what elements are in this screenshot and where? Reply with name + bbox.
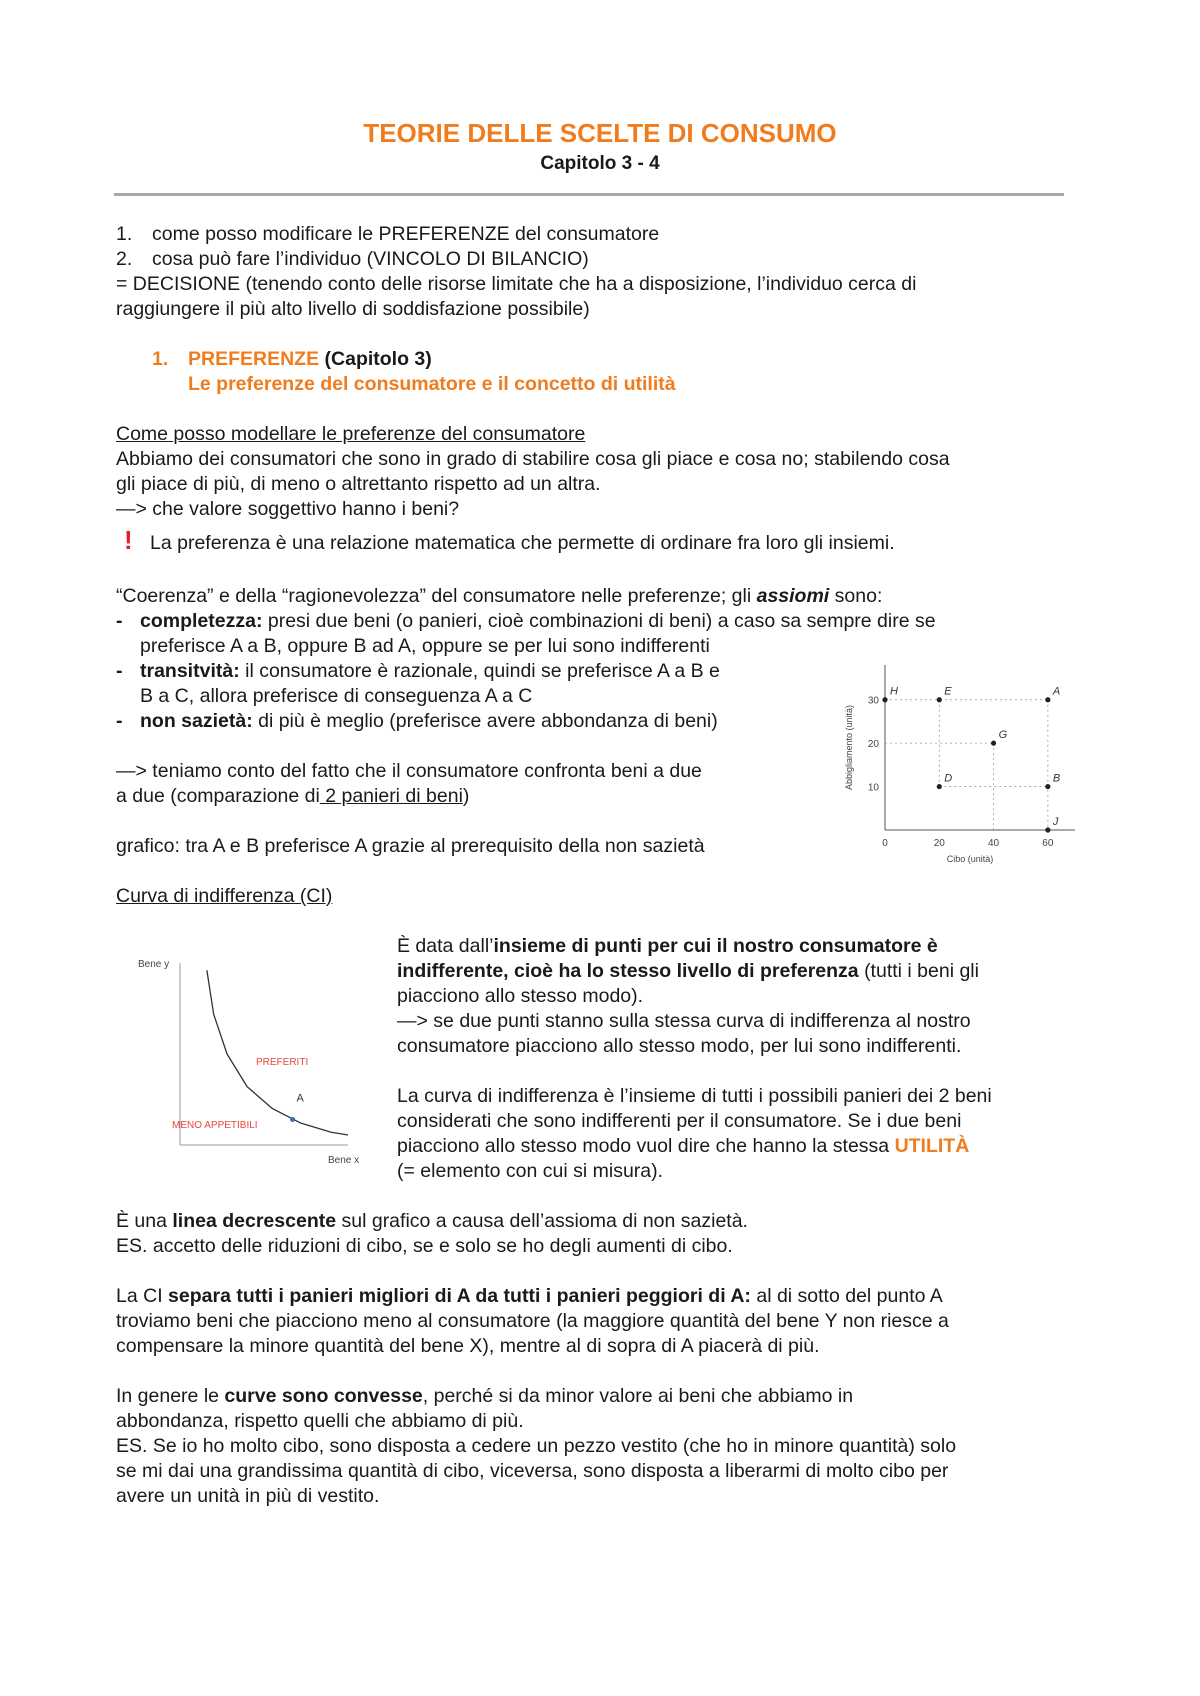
decr-line-2: ES. accetto delle riduzioni di cibo, se e solo se ho degli aumenti di cibo. (116, 1235, 733, 1257)
point-label-h: H (890, 685, 898, 698)
intro-item-2 (116, 247, 589, 272)
bullet: - (116, 660, 123, 682)
list-item-text: cosa può fare l’individuo (VINCOLO DI BILANCIO) (152, 248, 589, 270)
data-point-a (1045, 697, 1050, 702)
decision-line-2: raggiungere il più alto livello di soddisfazione possibile) (116, 298, 590, 320)
data-point-e (937, 697, 942, 702)
decision-line-1: = DECISIONE (tenendo conto delle risorse limitate che ha a disposizione, l’individuo cerca di (116, 273, 917, 295)
bullet: - (116, 610, 123, 632)
header-divider (114, 193, 1064, 196)
sep-line-3: compensare la minore quantità del bene X), mentre al di sopra di A piacerà di più. (116, 1335, 820, 1357)
section-chapter: (Capitolo 3) (324, 348, 432, 370)
axiom-transitivity: - transitvità: il consumatore è razionale, quindi se preferisce A a B e (116, 660, 720, 682)
x-tick-label: 60 (1042, 838, 1054, 849)
decr-line-1: È una linea decrescente sul grafico a causa dell’assioma di non sazietà. (116, 1210, 748, 1232)
list-number: 1. (116, 223, 133, 245)
model-line-1: Abbiamo dei consumatori che sono in grado di stabilire cosa gli piace e cosa no; stabilendo cosa (116, 448, 950, 470)
graph-note: grafico: tra A e B preferisce A grazie al prerequisito della non sazietà (116, 835, 705, 857)
warning-note (124, 525, 895, 556)
conv-line-2: abbondanza, rispetto quelli che abbiamo di più. (116, 1410, 524, 1432)
point-a-label: A (296, 1092, 304, 1105)
point-label-b: B (1052, 772, 1061, 785)
point-a (290, 1117, 295, 1122)
warning-text: La preferenza è una relazione matematica che permette di ordinare fra loro gli insiemi. (150, 532, 895, 554)
axiom-nonsatiation: - non sazietà: di più è meglio (preferisce avere abbondanza di beni) (116, 710, 718, 732)
y-tick-label: 10 (867, 782, 879, 794)
bullet: - (116, 710, 123, 732)
axioms-term: assiomi (756, 585, 830, 607)
data-point-h (882, 697, 887, 702)
section-subtitle: Le preferenze del consumatore e il concetto di utilità (188, 373, 676, 395)
conv-line-1: In genere le curve sono convesse, perché si da minor valore ai beni che abbiamo in (116, 1385, 854, 1407)
list-item-text: come posso modificare le PREFERENZE del consumatore (152, 223, 660, 245)
ci-p2-line-4: (= elemento con cui si misura). (397, 1160, 664, 1182)
utility-term: UTILITÀ (894, 1135, 970, 1157)
point-label-g: G (998, 729, 1008, 742)
basket-scatter-chart (840, 655, 1100, 870)
section-title: PREFERENZE (Capitolo 3) (188, 348, 432, 370)
compare-line-2: a due (comparazione di 2 panieri di beni) (116, 785, 470, 807)
conv-line-5: avere un unità in più di vestito. (116, 1485, 380, 1507)
ci-heading: Curva di indifferenza (CI) (116, 885, 333, 907)
page-title: TEORIE DELLE SCELTE DI CONSUMO (363, 118, 837, 148)
list-number: 2. (116, 248, 133, 270)
x-tick-label: 0 (882, 838, 888, 849)
data-point-j (1045, 827, 1050, 832)
ci-p1-line-5: consumatore piacciono allo stesso modo, per lui sono indifferenti. (397, 1035, 962, 1057)
model-line-2: gli piace di più, di meno o altrettanto rispetto ad un altra. (116, 473, 601, 495)
y-tick-label: 30 (867, 695, 879, 707)
intro-item-1 (116, 222, 660, 247)
x-tick-label: 20 (933, 838, 945, 849)
axioms-intro: “Coerenza” e della “ragionevolezza” del consumatore nelle preferenze; gli assiomi sono: (116, 585, 883, 607)
axiom-completeness-cont: preferisce A a B, oppure B ad A, oppure se per lui sono indifferenti (140, 635, 710, 657)
section-number: 1. (152, 348, 169, 370)
ci-p1-line-4: —> se due punti stanno sulla stessa curva di indifferenza al nostro (397, 1010, 971, 1032)
indifference-curve-chart (128, 945, 393, 1175)
y-axis-label: Bene y (138, 959, 170, 970)
page-subtitle: Capitolo 3 - 4 (540, 153, 660, 174)
warning-icon: ! (124, 525, 133, 555)
ci-p2-line-3: piacciono allo stesso modo vuol dire che hanno la stessa UTILITÀ (397, 1135, 970, 1157)
less-appealing-label: MENO APPETIBILI (172, 1120, 258, 1131)
point-label-a: A (1052, 685, 1061, 698)
conv-line-3: ES. Se io ho molto cibo, sono disposta a cedere un pezzo vestito (che ho in minore quantità) solo (116, 1435, 957, 1457)
axiom-completeness: - completezza: presi due beni (o panieri, cioè combinazioni di beni) a caso sa sempre dire se (116, 610, 936, 632)
data-point-d (937, 784, 942, 789)
sep-line-2: troviamo beni che piacciono meno al consumatore (la maggiore quantità del bene Y non riesce a (116, 1310, 949, 1332)
conv-line-4: se mi dai una grandissima quantità di cibo, viceversa, sono disposta a liberarmi di molto cibo per (116, 1460, 949, 1482)
compare-underlined: 2 panieri di beni (319, 785, 463, 807)
ci-p2-line-2: considerati che sono indifferenti per il consumatore. Se i due beni (397, 1110, 962, 1132)
ci-p2-line-1: La curva di indifferenza è l’insieme di tutti i possibili panieri dei 2 beni (397, 1085, 992, 1107)
y-tick-label: 20 (867, 739, 879, 751)
compare-line-1: —> teniamo conto del fatto che il consumatore confronta beni a due (116, 760, 702, 782)
model-line-3: —> che valore soggettivo hanno i beni? (116, 498, 460, 520)
point-label-d: D (944, 772, 953, 785)
point-label-j: J (1052, 816, 1059, 828)
ci-p1-line-2: indifferente, cioè ha lo stesso livello di preferenza (tutti i beni gli (397, 960, 979, 982)
ci-p1-line-1: È data dall’insieme di punti per cui il nostro consumatore è (397, 935, 938, 957)
x-axis-label: Cibo (unità) (946, 854, 994, 864)
x-axis-label: Bene x (328, 1155, 360, 1166)
x-tick-label: 40 (988, 838, 1000, 849)
preferred-label: PREFERITI (256, 1057, 309, 1068)
data-point-g (991, 741, 996, 746)
point-label-e: E (944, 685, 952, 698)
model-heading: Come posso modellare le preferenze del consumatore (116, 423, 586, 445)
data-point-b (1045, 784, 1050, 789)
section-heading (152, 347, 432, 372)
sep-line-1: La CI separa tutti i panieri migliori di A da tutti i panieri peggiori di A: al di sotto del punto A (116, 1285, 943, 1307)
ci-p1-line-3: piacciono allo stesso modo). (397, 985, 644, 1007)
y-axis-label: Abbigliamento (unità) (844, 704, 854, 791)
axiom-transitivity-cont: B a C, allora preferisce di conseguenza A a C (140, 685, 533, 707)
indifference-curve (207, 970, 348, 1135)
